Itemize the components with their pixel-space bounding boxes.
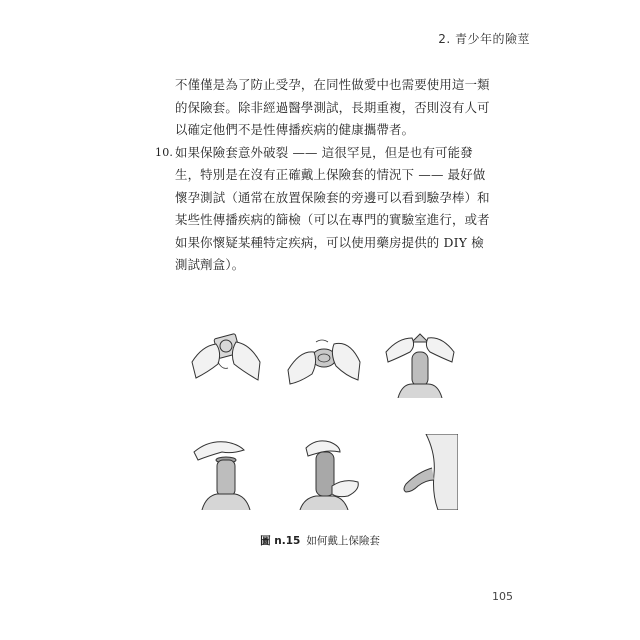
body-text bbox=[155, 74, 493, 277]
hands-remove-condom-illustration bbox=[286, 322, 362, 398]
chapter-title: 2. 青少年的險莖 bbox=[438, 32, 530, 46]
figure-panel-roll-down bbox=[286, 434, 362, 510]
page-number: 105 bbox=[492, 590, 513, 603]
running-header bbox=[438, 30, 530, 47]
figure-panel-open-package bbox=[188, 322, 264, 398]
figure-panel-pinch-tip bbox=[382, 322, 458, 398]
roll-down-illustration bbox=[286, 434, 362, 510]
figure-caption-label: 圖 n.15 bbox=[260, 535, 301, 547]
figure-panel-place-on bbox=[188, 434, 264, 510]
hands-open-package-illustration bbox=[188, 322, 264, 398]
pinch-tip-illustration bbox=[382, 322, 458, 398]
list-item-text: 如果保險套意外破裂 —— 這很罕見，但是也有可能發生，特別是在沒有正確戴上保險套的情況下 —— 最好做懷孕測試（通常在放置保險套的旁邊可以看到驗孕棒）和某些性傳播疾病的篩檢（可以在專門的實驗室進行，或者如果你懷疑某種特定疾病，可以使用藥房提供的 DIY 檢測試劑盒）。 bbox=[175, 144, 490, 272]
list-item-number: 10. bbox=[155, 145, 174, 159]
figure-panel-complete bbox=[382, 434, 458, 510]
figure-caption-text: 如何戴上保險套 bbox=[306, 535, 380, 547]
continuation-paragraph: 不僅僅是為了防止受孕，在同性做愛中也需要使用這一類的保險套。除非經過醫學測試，長期重複，否則沒有人可以確定他們不是性傳播疾病的健康攜帶者。 bbox=[175, 77, 490, 137]
place-on-illustration bbox=[188, 434, 264, 510]
list-item-10 bbox=[155, 142, 493, 277]
figure-panel-remove-condom bbox=[286, 322, 362, 398]
condom-instructions-figure bbox=[188, 322, 458, 520]
figure-caption bbox=[0, 533, 640, 548]
side-view-illustration bbox=[382, 434, 458, 510]
